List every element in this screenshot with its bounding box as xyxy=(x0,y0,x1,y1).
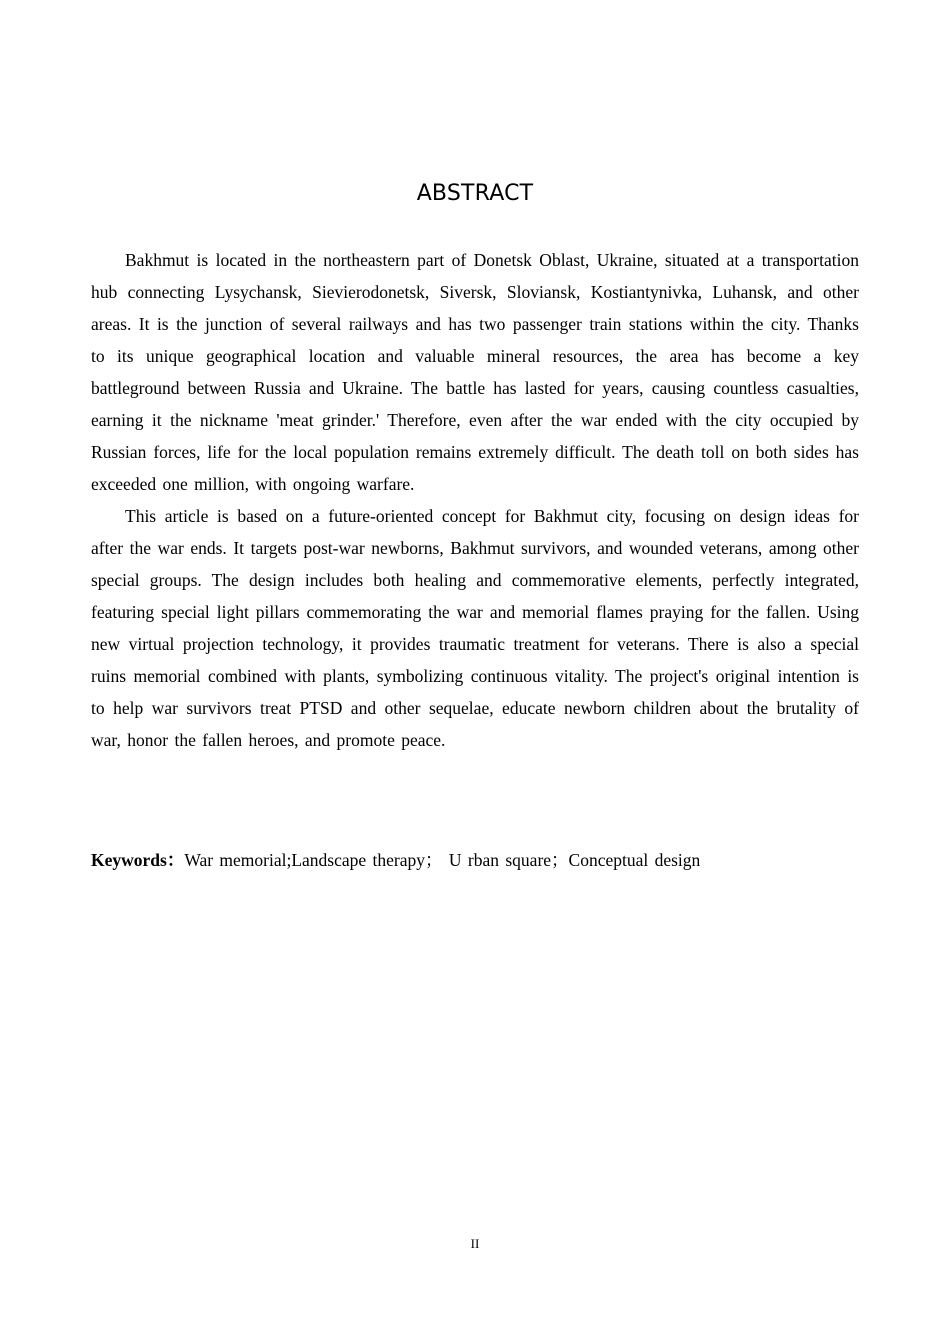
abstract-paragraph-2: This article is based on a future-oriented concept for Bakhmut city, focusing on design ideas for after the war ends. It targets post-war newborns, Bakhmut survivors, and wounded veterans, among other special groups. The design includes both healing and commemorative elements, perfectly integrated, featuring special light pillars commemorating the war and memorial flames praying for the fallen. Using new virtual projection technology, it provides traumatic treatment for veterans. There is also a special ruins memorial combined with plants, symbolizing continuous vitality. The project's original intention is to help war survivors treat PTSD and other sequelae, educate newborn children about the brutality of war, honor the fallen heroes, and promote peace. xyxy=(91,506,859,750)
abstract-body xyxy=(91,244,859,756)
abstract-paragraph-1: Bakhmut is located in the northeastern part of Donetsk Oblast, Ukraine, situated at a transportation hub connecting Lysychansk, Sievierodonetsk, Siversk, Sloviansk, Kostiantynivka, Luhansk, and other areas. It is the junction of several railways and has two passenger train stations within the city. Thanks to its unique geographical location and valuable mineral resources, the area has become a key battleground between Russia and Ukraine. The battle has lasted for years, causing countless casualties, earning it the nickname 'meat grinder.' Therefore, even after the war ended with the city occupied by Russian forces, life for the local population remains extremely difficult. The death toll on both sides has exceeded one million, with ongoing warfare. xyxy=(91,250,859,494)
page-number: II xyxy=(470,1236,480,1251)
keywords-line xyxy=(91,844,859,876)
keywords-label: Keywords： xyxy=(91,850,185,870)
abstract-title: ABSTRACT xyxy=(416,181,534,206)
keywords-text: War memorial;Landscape therapy； U rban square；Conceptual design xyxy=(184,850,701,870)
